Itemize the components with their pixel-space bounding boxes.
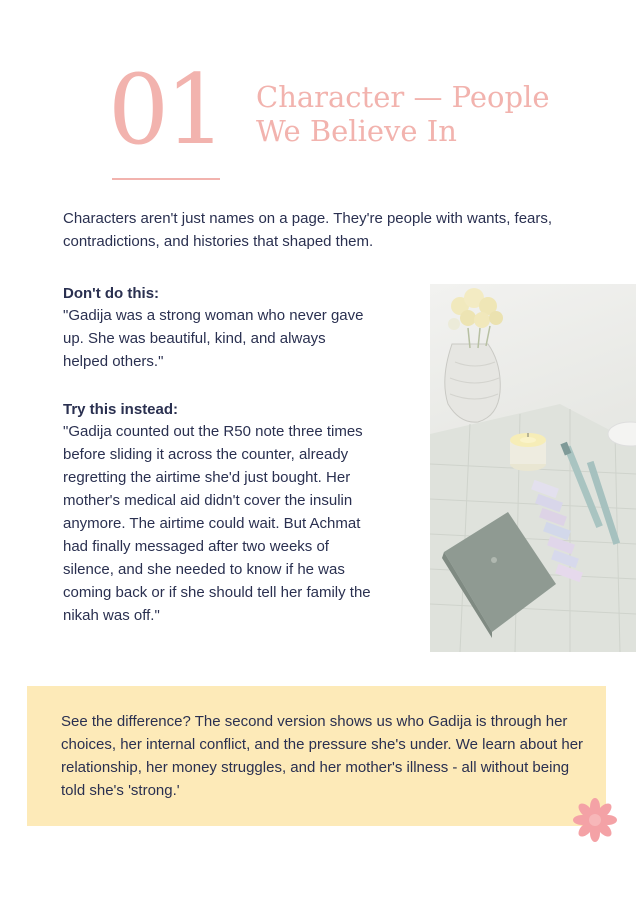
summary-callout-text: See the difference? The second version shows us who Gadija is through her choices, her internal conflict, and the pressure she's under. We learn about her relationship, her money struggles, and her mother's illness - all without being told she's 'strong.' (61, 713, 584, 799)
page-title-line-2: We Believe In (256, 114, 457, 148)
dont-example-quote: "Gadija was a strong woman who never gave up. She was beautiful, kind, and always helped others." (63, 307, 364, 370)
flower-icon (573, 798, 617, 842)
desk-photo-illustration (430, 284, 636, 652)
candle (510, 433, 546, 471)
page-title-line-1: Character — People (256, 80, 550, 114)
try-example-quote: "Gadija counted out the R50 note three times before sliding it across the counter, already regretting the airtime she'd just bought. Her mother's medical aid didn't cover the insulin anymore. The airtime could wait. But Achmat had finally messaged after two weeks of silence, and she needed to know if he was coming back or if she should tell her family the nikah was off." (63, 423, 371, 624)
chapter-number: 01 (108, 54, 223, 166)
page-title (256, 80, 596, 148)
flower-bouquet (448, 288, 503, 348)
intro-paragraph: Characters aren't just names on a page. They're people with wants, fears, contradictions, and histories that shaped them. (63, 210, 553, 250)
chapter-number-underline (112, 178, 220, 180)
try-heading: Try this instead: (63, 401, 179, 418)
summary-callout (27, 686, 606, 826)
dont-heading: Don't do this: (63, 285, 160, 302)
desk-photo (430, 284, 636, 652)
